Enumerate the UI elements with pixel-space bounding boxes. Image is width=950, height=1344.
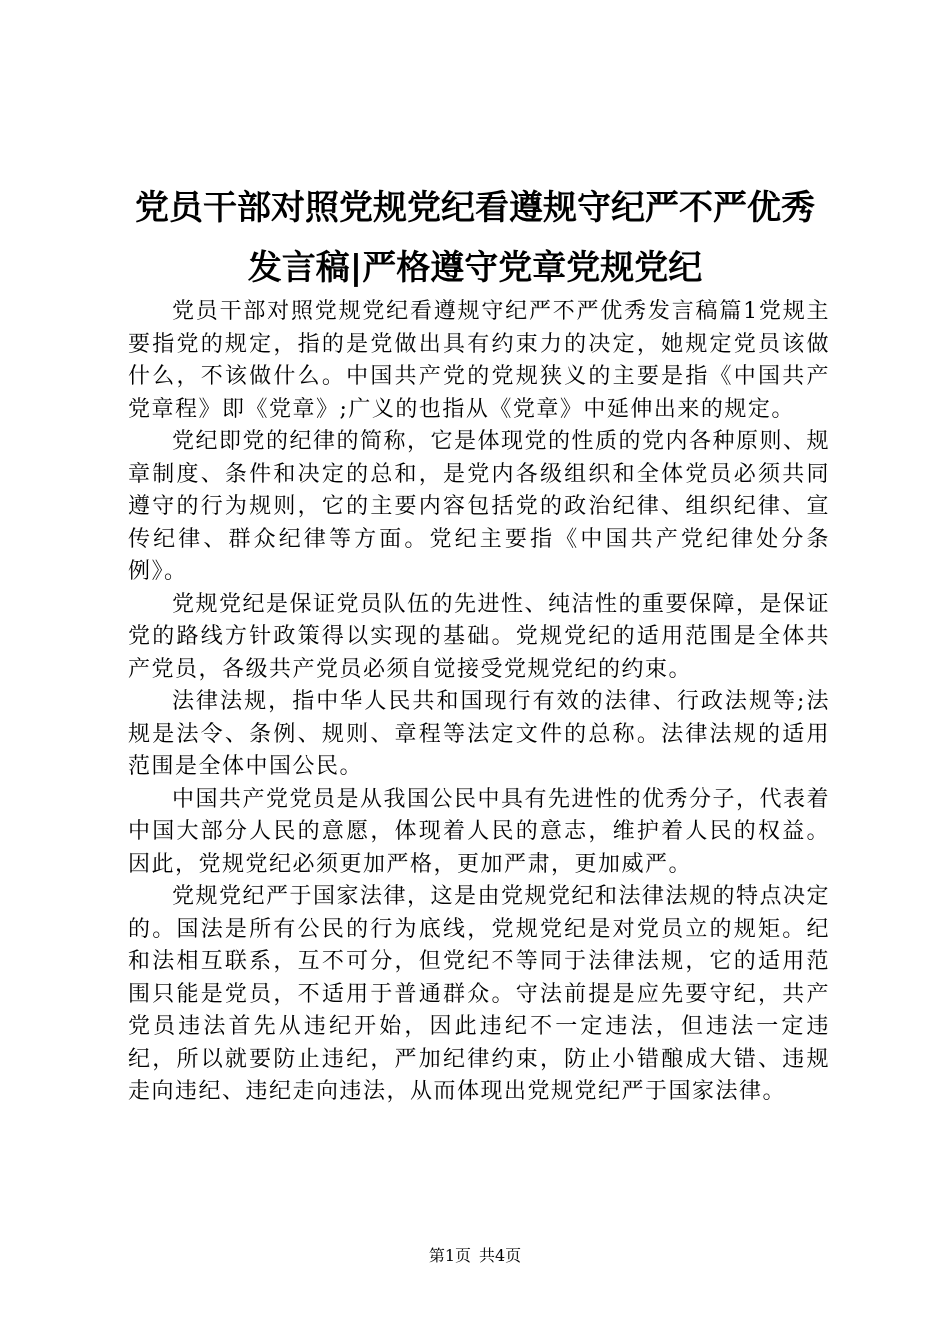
paragraph-3: 党规党纪是保证党员队伍的先进性、纯洁性的重要保障，是保证党的路线方针政策得以实现的基础。党规党纪的适用范围是全体共产党员，各级共产党员必须自觉接受党规党纪的约束。 bbox=[128, 591, 831, 682]
title-line-1: 党员干部对照党规党纪看遵规守纪严不严优秀 bbox=[135, 188, 815, 228]
paragraph-5: 中国共产党党员是从我国公民中具有先进性的优秀分子，代表着中国大部分人民的意愿，体现着人民的意志，维护着人民的权益。因此，党规党纪必须更加严格，更加严肃，更加威严。 bbox=[128, 786, 831, 877]
paragraph-4: 法律法规，指中华人民共和国现行有效的法律、行政法规等;法规是法令、条例、规则、章程等法定文件的总称。法律法规的适用范围是全体中国公民。 bbox=[128, 689, 830, 779]
page-footer bbox=[0, 1246, 950, 1266]
paragraph-6: 党规党纪严于国家法律，这是由党规党纪和法律法规的特点决定的。国法是所有公民的行为底线，党规党纪是对党员立的规矩。纪和法相互联系，互不可分，但党纪不等同于法律法规，它的适用范围只能是党员，不适用于普通群众。守法前提是应先要守纪，共产党员违法首先从违纪开始，因此违纪不一定违法，但违法一定违纪，所以就要防止违纪，严加纪律约束，防止小错酿成大错、违规走向违纪、违纪走向违法，从而体现出党规党纪严于国家法律。 bbox=[128, 884, 831, 1104]
paragraph-2: 党纪即党的纪律的简称，它是体现党的性质的党内各种原则、规章制度、条件和决定的总和，是党内各级组织和全体党员必须共同遵守的行为规则，它的主要内容包括党的政治纪律、组织纪律、宣传纪律、群众纪律等方面。党纪主要指《中国共产党纪律处分条例》。 bbox=[128, 429, 831, 584]
title-line-2: 发言稿|严格遵守党章党规党纪 bbox=[247, 248, 703, 288]
paragraph-1: 党员干部对照党规党纪看遵规守纪严不严优秀发言稿篇1党规主要指党的规定，指的是党做出具有约束力的决定，她规定党员该做什么，不该做什么。中国共产党的党规狭义的主要是指《中国共产党章程》即《党章》;广义的也指从《党章》中延伸出来的规定。 bbox=[128, 299, 830, 422]
document-body bbox=[128, 296, 830, 1109]
page-total: 共4页 bbox=[479, 1246, 522, 1265]
page-number: 第1页 bbox=[428, 1246, 471, 1265]
